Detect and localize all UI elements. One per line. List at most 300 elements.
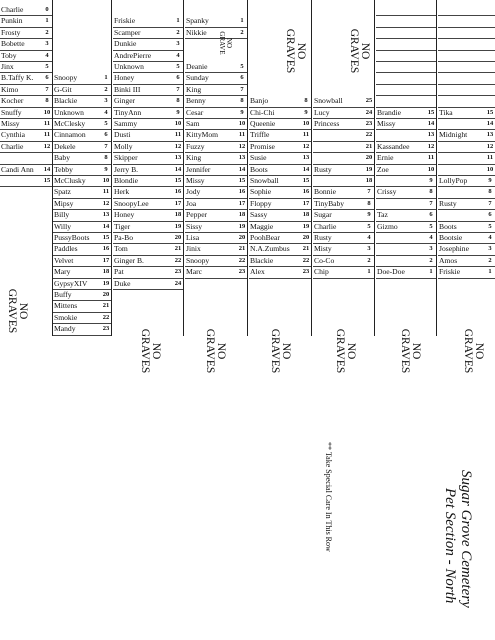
grave-name: Rusty [314, 234, 332, 242]
row-divider [0, 95, 52, 96]
grave-name: Binki III [114, 85, 141, 94]
map-subtitle: Pet Section - North [442, 488, 458, 604]
grave-name: Velvet [54, 256, 74, 265]
grave-name: Bobette [1, 40, 25, 49]
row-divider [313, 266, 374, 267]
grave-name: Ginger B. [114, 256, 144, 265]
row-divider [0, 72, 52, 73]
grave-number: 1 [367, 268, 371, 276]
grave-number: 1 [104, 74, 108, 82]
row-divider [376, 175, 436, 176]
grave-name: Missy [1, 120, 20, 128]
row-divider [53, 129, 111, 130]
grave-number: 1 [45, 17, 49, 25]
grave-name: Mittens [54, 302, 78, 311]
grave-number: 21 [302, 245, 310, 253]
grave-number: 14 [43, 165, 51, 173]
row-divider [376, 164, 436, 165]
row-divider [313, 221, 374, 222]
grave-number: 7 [488, 199, 492, 207]
grave-number: 1 [176, 17, 180, 25]
grave-number: 13 [427, 131, 435, 139]
grave-name: Sunday [186, 74, 209, 83]
grave-name: Dusti [114, 131, 131, 140]
row-divider [438, 129, 495, 130]
row-divider [113, 50, 183, 51]
grave-number: 15 [102, 234, 110, 241]
no-graves-label: NO GRAVES [204, 328, 227, 374]
row-divider [0, 141, 52, 142]
no-graves-label: NO GRAVES [139, 328, 162, 374]
grave-number: 0 [45, 6, 49, 13]
grave-number: 21 [238, 245, 246, 253]
grave-number: 21 [365, 142, 373, 150]
no-graves-label: NO GRAVES [334, 328, 357, 374]
grave-name: Brandie [377, 108, 402, 117]
grave-number: 4 [176, 51, 180, 59]
grave-number: 2 [367, 256, 371, 264]
grave-name: Misty [314, 245, 332, 254]
grave-name: Baby [54, 154, 71, 163]
row-divider [438, 15, 495, 16]
row-divider [376, 152, 436, 153]
grave-number: 20 [174, 234, 182, 241]
row-divider [53, 232, 111, 233]
grave-number: 5 [176, 63, 180, 70]
grave-name: Ernie [377, 154, 394, 163]
row-divider [0, 152, 52, 153]
grave-name: Tom [114, 245, 128, 254]
row-divider [249, 243, 311, 244]
grave-name: Maggie [250, 222, 274, 231]
grave-name: Josephine [439, 245, 469, 254]
grave-number: 10 [427, 165, 435, 173]
row-divider [313, 175, 374, 176]
row-divider [0, 15, 52, 16]
grave-name: Smokie [54, 313, 78, 322]
row-divider [376, 255, 436, 256]
column-divider [183, 0, 184, 336]
grave-name: Lucy [314, 108, 330, 117]
grave-number: 21 [102, 302, 110, 310]
grave-name: Blondie [114, 177, 139, 185]
row-divider [249, 164, 311, 165]
row-divider [113, 95, 183, 96]
grave-number: 22 [174, 256, 182, 264]
grave-number: 11 [102, 188, 110, 196]
grave-name: Crissy [377, 188, 397, 197]
grave-number: 3 [45, 40, 49, 48]
row-divider [113, 232, 183, 233]
row-divider [185, 209, 247, 210]
row-divider [53, 152, 111, 153]
grave-name: Honey [114, 74, 135, 83]
row-divider [438, 186, 495, 187]
row-divider [249, 255, 311, 256]
row-divider [113, 141, 183, 142]
grave-number: 23 [365, 120, 373, 127]
row-divider [185, 84, 247, 85]
row-divider [113, 278, 183, 279]
grave-name: Sophie [250, 188, 272, 197]
grave-number: 12 [238, 142, 246, 150]
row-divider [53, 221, 111, 222]
row-divider [0, 107, 52, 108]
grave-number: 16 [174, 188, 182, 196]
no-graves-label: NO GRAVES [462, 328, 485, 374]
row-divider [438, 278, 495, 279]
grave-name: Mary [54, 268, 71, 277]
grave-number: 7 [240, 85, 244, 93]
row-divider [376, 186, 436, 187]
grave-name: Midnight [439, 131, 468, 140]
grave-number: 14 [427, 120, 435, 127]
grave-number: 5 [104, 120, 108, 127]
grave-name: Promise [250, 142, 275, 151]
grave-name: Nikkie [186, 28, 207, 37]
row-divider [249, 107, 311, 108]
row-divider [185, 118, 247, 119]
grave-number: 5 [45, 63, 49, 70]
row-divider [113, 129, 183, 130]
grave-name: Marc [186, 268, 203, 277]
grave-name: Herk [114, 188, 130, 197]
grave-name: Toby [1, 51, 17, 60]
row-divider [313, 278, 374, 279]
grave-name: Pa-Bo [114, 234, 133, 242]
row-divider [0, 186, 52, 187]
grave-number: 17 [102, 256, 110, 264]
row-divider [376, 243, 436, 244]
grave-name: Queenie [250, 120, 276, 128]
row-divider [376, 118, 436, 119]
row-divider [185, 221, 247, 222]
grave-number: 17 [302, 199, 310, 207]
row-divider [313, 186, 374, 187]
column-divider [111, 0, 112, 336]
grave-number: 22 [238, 256, 246, 264]
grave-name: Cesar [186, 108, 204, 117]
grave-name: Ginger [114, 97, 136, 106]
grave-number: 19 [238, 222, 246, 230]
row-divider [438, 175, 495, 176]
grave-name: Blackie [250, 256, 274, 265]
grave-name: Jody [186, 188, 201, 197]
grave-name: Co-Co [314, 256, 335, 265]
grave-name: Punkin [1, 17, 23, 26]
grave-number: 20 [238, 234, 246, 241]
grave-name: McClusky [54, 177, 86, 185]
row-divider [249, 266, 311, 267]
grave-name: Spanky [186, 17, 209, 26]
row-divider [53, 175, 111, 176]
grave-name: Banjo [250, 97, 269, 106]
row-divider [438, 61, 495, 62]
grave-number: 18 [365, 177, 373, 184]
row-divider [0, 164, 52, 165]
grave-name: Buffy [54, 291, 72, 299]
grave-name: Billy [54, 211, 70, 220]
row-divider [53, 84, 111, 85]
no-graves-label: NO GRAVES [269, 328, 292, 374]
grave-number: 22 [102, 313, 110, 321]
grave-name: Dekele [54, 142, 76, 151]
row-divider [376, 50, 436, 51]
grave-number: 13 [486, 131, 494, 139]
row-divider [113, 118, 183, 119]
grave-name: Benny [186, 97, 206, 106]
row-divider [438, 164, 495, 165]
row-divider [313, 243, 374, 244]
grave-number: 15 [238, 177, 246, 184]
grave-name: Candi Ann [1, 165, 34, 174]
grave-name: Jinx [1, 63, 14, 71]
grave-number: 3 [429, 245, 433, 253]
row-divider [185, 141, 247, 142]
column-divider [247, 0, 248, 336]
row-divider [113, 84, 183, 85]
grave-number: 8 [240, 97, 244, 105]
grave-name: Missy [377, 120, 396, 128]
grave-name: Unknown [54, 108, 84, 117]
grave-number: 1 [429, 268, 433, 276]
row-divider [53, 107, 111, 108]
grave-number: 23 [238, 268, 246, 276]
row-divider [113, 289, 183, 290]
grave-name: Gizmo [377, 222, 398, 231]
grave-number: 24 [365, 108, 373, 116]
row-divider [438, 232, 495, 233]
grave-name: Bonnie [314, 188, 336, 197]
row-divider [313, 107, 374, 108]
grave-name: Jinix [186, 245, 201, 254]
row-divider [438, 266, 495, 267]
grave-name: LollyPop [439, 177, 468, 185]
no-graves-label: NO GRAVES [284, 28, 307, 74]
grave-name: Scamper [114, 28, 141, 37]
grave-name: McClesky [54, 120, 86, 128]
row-divider [185, 198, 247, 199]
grave-number: 8 [176, 97, 180, 105]
row-divider [438, 50, 495, 51]
grave-number: 6 [429, 211, 433, 219]
grave-name: Mandy [54, 325, 76, 334]
grave-number: 8 [488, 188, 492, 196]
grave-number: 9 [304, 108, 308, 116]
row-divider [438, 95, 495, 96]
grave-number: 5 [488, 222, 492, 230]
grave-number: 2 [488, 256, 492, 264]
grave-number: 22 [302, 256, 310, 264]
row-divider [249, 209, 311, 210]
grave-number: 2 [104, 85, 108, 93]
grave-name: King [186, 85, 202, 94]
grave-number: 4 [104, 108, 108, 116]
no-graves-label: NO GRAVES [348, 28, 371, 74]
special-care-note: ** Take Special Care In This Row [324, 442, 333, 552]
row-divider [376, 27, 436, 28]
grave-name: Snuffy [1, 108, 22, 117]
grave-number: 11 [302, 131, 310, 139]
grave-number: 10 [102, 177, 110, 184]
grave-number: 10 [302, 120, 310, 127]
grave-number: 23 [302, 268, 310, 276]
no-graves-label: NO GRAVES [6, 288, 29, 334]
row-divider [376, 266, 436, 267]
grave-number: 19 [302, 222, 310, 230]
grave-number: 13 [302, 154, 310, 162]
row-divider [53, 243, 111, 244]
column-divider [374, 0, 375, 336]
grave-number: 11 [174, 131, 182, 139]
grave-number: 3 [104, 97, 108, 105]
grave-number: 8 [429, 188, 433, 196]
row-divider [113, 209, 183, 210]
grave-number: 4 [488, 234, 492, 241]
grave-number: 11 [43, 120, 51, 127]
row-divider [53, 198, 111, 199]
grave-name: Tika [439, 108, 453, 117]
grave-number: 10 [43, 108, 51, 116]
row-divider [376, 198, 436, 199]
grave-number: 4 [367, 234, 371, 241]
grave-number: 4 [429, 234, 433, 241]
map-title: Sugar Grove Cemetery [458, 470, 474, 608]
row-divider [113, 61, 183, 62]
grave-name: Rusty [314, 165, 332, 174]
grave-name: Paddles [54, 245, 78, 254]
row-divider [313, 164, 374, 165]
grave-number: 8 [367, 199, 371, 207]
grave-name: Charlie [314, 222, 337, 231]
row-divider [438, 27, 495, 28]
grave-number: 13 [102, 211, 110, 219]
grave-name: Sammy [114, 120, 138, 128]
row-divider [249, 278, 311, 279]
grave-number: 10 [486, 165, 494, 173]
row-divider [185, 266, 247, 267]
grave-name: PoohBear [250, 234, 280, 242]
row-divider [53, 255, 111, 256]
row-divider [53, 141, 111, 142]
row-divider [313, 255, 374, 256]
grave-name: Charlie [1, 142, 24, 151]
row-divider [185, 152, 247, 153]
row-divider [113, 186, 183, 187]
grave-name: Unknown [114, 63, 144, 71]
grave-name: Willy [54, 222, 71, 231]
row-divider [185, 27, 247, 28]
row-divider [0, 61, 52, 62]
row-divider [376, 209, 436, 210]
grave-number: 14 [238, 165, 246, 173]
grave-number: 11 [43, 131, 51, 139]
grave-name: TinyBaby [314, 199, 345, 208]
row-divider [113, 72, 183, 73]
row-divider [113, 198, 183, 199]
row-divider [376, 38, 436, 39]
grave-number: 2 [429, 256, 433, 264]
row-divider [249, 141, 311, 142]
grave-number: 2 [240, 28, 244, 36]
grave-name: Tiger [114, 222, 131, 231]
grave-name: Snoopy [186, 256, 210, 265]
row-divider [438, 152, 495, 153]
grave-number: 7 [429, 199, 433, 207]
grave-number: 5 [240, 63, 244, 70]
row-divider [53, 266, 111, 267]
row-divider [113, 164, 183, 165]
grave-number: 14 [486, 120, 494, 127]
grave-name: Boots [250, 165, 268, 174]
grave-number: 12 [102, 199, 110, 207]
grave-name: Friskie [439, 268, 461, 277]
grave-number: 18 [102, 268, 110, 276]
row-divider [376, 141, 436, 142]
grave-name: Chip [314, 268, 329, 277]
grave-name: SnoopyLee [114, 199, 149, 208]
grave-name: Honey [114, 211, 135, 220]
row-divider [113, 255, 183, 256]
grave-name: KittyMom [186, 131, 219, 140]
grave-number: 2 [45, 28, 49, 36]
grave-number: 16 [102, 245, 110, 253]
row-divider [376, 278, 436, 279]
grave-number: 6 [104, 131, 108, 139]
grave-number: 19 [102, 279, 110, 287]
grave-name: Bootsie [439, 234, 463, 242]
row-divider [113, 38, 183, 39]
grave-number: 13 [238, 154, 246, 162]
row-divider [185, 232, 247, 233]
row-divider [438, 209, 495, 210]
grave-number: 3 [488, 245, 492, 253]
grave-name: Sissy [186, 222, 203, 231]
row-divider [438, 141, 495, 142]
grave-name: B.Taffy K. [1, 74, 34, 83]
row-divider [113, 27, 183, 28]
row-divider [438, 221, 495, 222]
grave-name: Snowball [314, 97, 343, 106]
row-divider [53, 300, 111, 301]
row-divider [53, 209, 111, 210]
row-divider [438, 84, 495, 85]
grave-number: 12 [43, 142, 51, 150]
grave-name: Friskie [114, 17, 136, 26]
row-divider [249, 152, 311, 153]
grave-number: 3 [176, 40, 180, 48]
grave-number: 11 [238, 131, 246, 139]
row-divider [313, 152, 374, 153]
row-divider [53, 289, 111, 290]
grave-number: 4 [45, 51, 49, 59]
grave-name: Floppy [250, 199, 272, 208]
row-divider [53, 312, 111, 313]
row-divider [185, 95, 247, 96]
no-graves-label: NO GRAVES [399, 328, 422, 374]
row-divider [113, 221, 183, 222]
grave-name: Duke [114, 279, 131, 288]
grave-number: 14 [174, 165, 182, 173]
row-divider [249, 175, 311, 176]
grave-name: Triffle [250, 131, 270, 140]
row-divider [53, 164, 111, 165]
grave-name: Lisa [186, 234, 200, 242]
grave-number: 14 [302, 165, 310, 173]
column-divider [311, 0, 312, 336]
row-divider [438, 198, 495, 199]
grave-name: Tebby [54, 165, 73, 174]
